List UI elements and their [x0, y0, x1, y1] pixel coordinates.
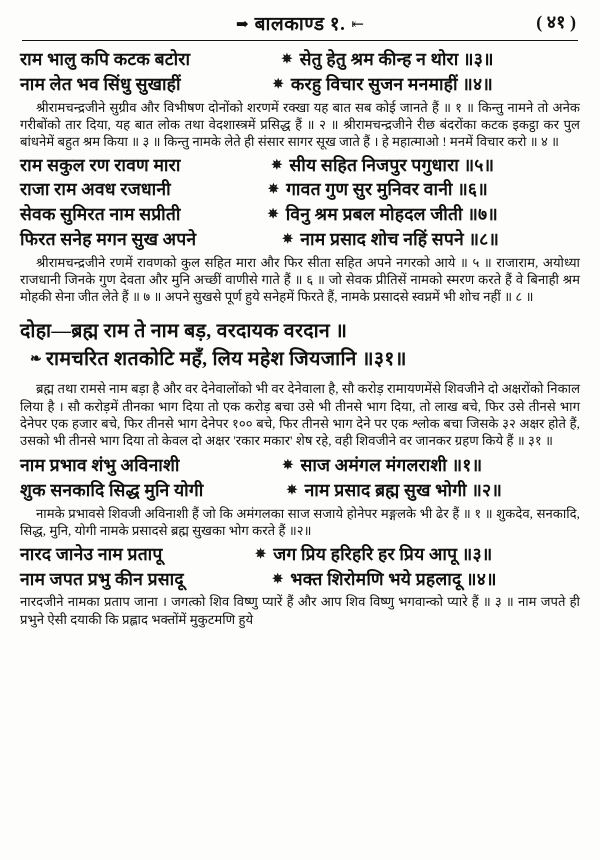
ornament-right-icon: ⇤: [351, 17, 364, 33]
verse-half-right: गावत गुण सुर मुनिवर वानी ॥६॥: [286, 179, 488, 200]
verse-half-right: साज अमंगल मंगलराशी ॥१॥: [300, 455, 483, 476]
verse-line: [20, 478, 580, 503]
verse-separator-icon: ✵: [286, 482, 298, 498]
doha-line-2-wrapper: [20, 346, 580, 374]
verse-line: [20, 177, 580, 202]
header-divider: [22, 40, 578, 41]
verse-half-left: नारद जानेउ नाम प्रतापू: [20, 543, 163, 564]
verse-block: [0, 153, 600, 252]
verse-separator-icon: ✵: [272, 570, 284, 586]
verse-half-right: नाम प्रसाद ब्रह्म सुख भोगी ॥२॥: [304, 480, 503, 501]
verse-half-right: भक्त शिरोमणि भये प्रहलादू ॥४॥: [290, 568, 497, 589]
verse-line: [20, 202, 580, 227]
verse-half-left: राम सकुल रण रावण मारा: [20, 154, 181, 175]
commentary-paragraph: श्रीरामचन्द्रजीने सुग्रीव और विभीषण दोनोंको शरणमें रक्खा यह बात सब कोई जानते हैं ॥ १ ॥ किन्तु नामने तो अनेक गरीबोंको तार दिया, यह बात लोक तथा वेदशास्त्रमें प्रसिद्ध हैं ॥ २ ॥ श्रीरामचन्द्रजीने रीछ बंदरोंका कटक इकट्ठा कर पुल बांधनेमें बहुत श्रम किया ॥ ३ ॥ किन्तु नामके लेते ही संसार सागर सूख जाते हैं । हे महात्माओ ! मनमें विचार करो ॥ ४ ॥: [20, 99, 580, 150]
verse-block: [0, 542, 600, 592]
verse-half-left: राजा राम अवध रजधानी: [20, 179, 171, 200]
verse-line: [20, 72, 580, 97]
doha-block: [0, 312, 600, 377]
commentary-paragraph: नारदजीने नामका प्रताप जाना । जगत्को शिव विष्णु प्यारें हैं और आप शिव विष्णु भगवान्को प्यारे हैं ॥ ३ ॥ नाम जपते ही प्रभुने ऐसी दयाकी कि प्रह्लाद भक्तोंमें मुकुटमणि हुये: [20, 594, 580, 627]
verse-line: [20, 47, 580, 72]
verse-separator-icon: ✵: [272, 75, 284, 91]
verse-separator-icon: ✵: [282, 231, 294, 247]
verse-line: [20, 227, 580, 252]
verse-separator-icon: ✵: [271, 156, 283, 172]
commentary-paragraph: नामके प्रभावसे शिवजी अविनाशी हैं जो कि अमंगलका साज सजाये होनेपर मङ्गलके भी ढेर हैं ॥ १ ॥ शुकदेव, सनकादि, सिद्ध, मुनि, योगी नामके प्रसादसे ब्रह्म सुखका भोग करते हैं ॥२॥: [20, 506, 580, 539]
commentary-paragraph: श्रीरामचन्द्रजीने रणमें रावणको कुल सहित मारा और फिर सीता सहित अपने नगरको आये ॥ ५ ॥ राजाराम, अयोध्या राजधानी जिनके गुण देवता और मुनि अच्छीं वाणीसे गाते हैं ॥ ६ ॥ जो सेवक प्रीतिसें नामको स्मरण करते हैं वे बिनाही श्रम मोहकी सेना जीत लेते हैं ॥ ७ ॥ अपने सुखसे पूर्ण हुये सनेहमें फिरते हैं, नामके प्रसादसे स्वप्नमें भी शोच नहीं ॥ ८ ॥: [20, 254, 580, 305]
verse-line: [20, 567, 580, 592]
verse-line: [20, 153, 580, 178]
verse-half-right: विनु श्रम प्रबल मोहदल जीती ॥७॥: [285, 204, 498, 225]
verse-half-right: नाम प्रसाद शोच नहिं सपने ॥८॥: [300, 229, 500, 250]
verse-half-right: जग प्रिय हरिहरि हर प्रिय आपू ॥३॥: [273, 543, 493, 564]
verse-half-left: सेवक सुमिरत नाम सप्रीती: [20, 204, 181, 225]
verse-block: [0, 453, 600, 503]
page-header: [0, 10, 600, 36]
verse-half-left: राम भालु कपि कटक बटोरा: [20, 49, 191, 69]
verse-line: [20, 542, 580, 567]
page-number: ( ४१ ): [536, 12, 576, 32]
doha-line-1: दोहा—ब्रह्म राम ते नाम बड़, वरदायक वरदान ॥: [20, 320, 348, 342]
verse-block: [0, 47, 600, 97]
verse-separator-icon: ✵: [267, 181, 280, 197]
verse-line: [20, 453, 580, 478]
verse-half-right: सेतु हेतु श्रम कीन्ह न थोरा ॥३॥: [299, 49, 494, 69]
commentary-paragraph: ब्रह्म तथा रामसे नाम बड़ा है और वर देनेवालोंको भी वर देनेवाला है, सौ करोड़ रामायणमेंसे शिवजीने दो अक्षरोंको निकाल लिया है । सौ करोड़में तीनका भाग दिया तो एक करोड़ बचा उसे भी तीनसे भाग दिया, तो लाख बचे, फिर उसे तीनसे भाग देनेपर एक हजार बचे, फिर तीनसे भाग देनेपर १०० बचे, फिर तीनसे भाग देने पर एक श्लोक बचा जिसके ३२ अक्षर होते हैं, उसको भी तीनसे भाग दिया तो केवल दो अक्षर 'रकार मकार' शेष रहे, वही शिवजीने वर जानकर ग्रहण किये हैं ॥ ३१ ॥: [20, 381, 580, 449]
verse-half-right: करहु विचार सुजन मनमाहीं ॥४॥: [290, 73, 493, 94]
page-title: बालकाण्ड १.: [254, 14, 346, 35]
verse-separator-icon: ✵: [255, 545, 267, 561]
book-page: [0, 10, 600, 860]
verse-half-left: शुक सनकादि सिद्ध मुनि योगी: [20, 480, 204, 501]
verse-half-left: फिरत सनेह मगन सुख अपने: [20, 229, 197, 250]
doha-line-2: रामचरित शतकोटि महँ, लिय महेश जियजानि ॥३१॥: [46, 349, 407, 371]
verse-separator-icon: ✵: [281, 51, 293, 66]
verse-half-left: नाम जपत प्रभु कीन प्रसादू: [20, 568, 184, 589]
verse-half-left: नाम प्रभाव शंभु अविनाशी: [20, 455, 180, 476]
ornament-left-icon: ➡: [236, 17, 249, 33]
verse-half-left: नाम लेत भव सिंधु सुखाहीं: [20, 73, 181, 94]
verse-half-right: सीय सहित निजपुर पगुधारा ॥५॥: [289, 154, 495, 175]
verse-separator-icon: ✵: [267, 206, 279, 222]
doha-ornament-icon: ❧: [30, 352, 43, 368]
verse-separator-icon: ✵: [282, 457, 294, 473]
